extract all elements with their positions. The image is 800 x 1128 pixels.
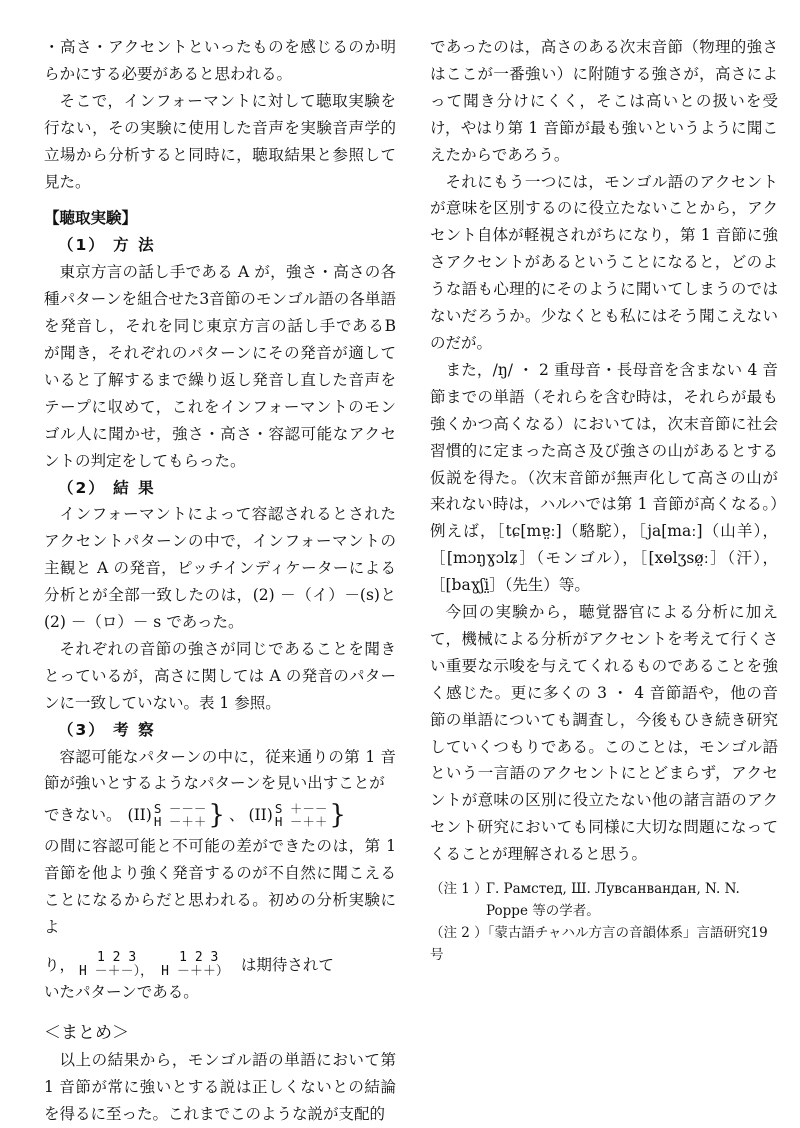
pattern-3-syllable-numbers: 1 2 3 — [97, 950, 137, 965]
pattern-separator: 、 — [228, 805, 245, 824]
footnote-2-label: （注 2 ） — [430, 925, 488, 942]
heading-method: （1） 方 法 — [58, 236, 156, 255]
right-para-hypothesis: また，/ŋ/ ・ 2 重母音・長母音を含まない 4 音節までの単語（それらを含む時は，それらが最も強くかつ高くなる）においては，次末音節に社会習慣的に定まった高さ及び強さの山があるとする仮説を得た。（次末音節が無声化して高さの山が来れない時は，ハルハでは第 1 音節が高くなる。）例えば，［tɕ[mɐ̤ː]（駱駝），［ja[maː]（山羊），［[mɔŋɣɔlʑ］（モンゴル），［[xɵlʒsø̤ː］（汗），［[baɣʃi̤］（先生）等。 — [430, 360, 778, 595]
footnote-1-label: （注 1 ） — [430, 881, 488, 898]
right-para-continuation: であったのは，高さのある次末音節（物理的強さはここが一番強い）に附随する強さが，高さによって聞き分けにくく，そこは高いとの扱いを受け，やはり第 1 音節が最も強いというように聞こえたからであろう。 — [430, 38, 778, 164]
para-discussion-3: いたパターンである。 — [44, 983, 199, 1001]
para-discussion-2: の間に容認可能と不可能の差ができたのは，第 1 音節を他より強く発音するのが不自然に聞こえることになるからだと思われる。初めの分析実験によ — [44, 837, 396, 937]
expected-pattern-line — [44, 941, 396, 979]
footnote-2 — [430, 922, 778, 966]
right-para-conclusion: 今回の実験から，聴覚器官による分析に加えて，機械による分析がアクセントを考えて行くさい重要な示唆を与えてくれるものであることを強く感じた。更に多くの 3 ・ 4 音節語や，他の音節の単語についても調査し，今後もひき続き研究していくつもりである。このことは，モンゴル語という一言語のアクセントにとどまらず，アクセントが意味の区別に役立たない他の諸言語のアクセント研究においても同様に大切な問題になってくることが理解されると思う。 — [430, 603, 778, 864]
para-result-2: それぞれの音節の強さが同じであることを聞きとっているが，高さに関しては A の発音のパターンに一致していない。表 1 参照。 — [44, 639, 396, 712]
footnotes — [430, 878, 778, 966]
pattern-2-height-row: H －＋＋ — [274, 814, 328, 830]
footnote-1 — [430, 878, 778, 922]
expected-line-start: り， — [44, 956, 76, 975]
expected-line-end: は期待されて — [240, 956, 334, 975]
footnote-2-text: 「蒙古語チャハル方言の音韻体系」言語研究19号 — [430, 925, 768, 964]
pattern-2-label: (II) — [248, 805, 273, 824]
pattern-1-height-row: H －＋＋ — [153, 814, 207, 830]
pattern-3 — [79, 951, 153, 979]
heading-listening-experiment: 【聴取実験】 — [44, 209, 138, 228]
right-column — [430, 34, 778, 966]
pattern-1 — [154, 802, 207, 828]
heading-summary: ＜まとめ＞ — [44, 1022, 129, 1043]
left-para-continuation: ・高さ・アクセントといったものを感じるのか明らかにする必要があると思われる。 — [44, 38, 396, 83]
pattern-comparison-line — [44, 797, 396, 833]
left-para-experiment-intro: そこで，インフォーマントに対して聴取実験を行ない，その実験に使用した音声を実験音声学的立場から分析すると同時に，聴取結果と参照して見た。 — [44, 91, 396, 191]
pattern-2-strength-row: S ＋－－ — [274, 801, 328, 817]
footnote-1-text: Г. Рамстед, Ш. Лувсанвандан, N. N. Poppe 等の学者。 — [486, 881, 740, 920]
pattern-4-height-row: H －＋＋） — [161, 964, 229, 979]
right-para-semantic: それにもう一つには，モンゴル語のアクセントが意味を区別するのに役立たないことから，アクセント自体が軽視されがちになり，第 1 音節に強さアクセントがあるということになると，どのような語も心理的にそのように聞いてしまうのではないだろうか。少なくとも私にはそう聞こえないのだが。 — [430, 172, 778, 352]
left-column — [44, 34, 396, 1128]
para-summary: 以上の結果から，モンゴル語の単語において第 1 音節が常に強いとする説は正しくないとの結論を得るに至った。これまでこのような説が支配的 — [44, 1050, 396, 1123]
discussion-line-start: できない。 — [44, 805, 122, 824]
heading-discussion: （3） 考 察 — [58, 720, 156, 739]
pattern-4-syllable-numbers: 1 2 3 — [179, 950, 219, 965]
para-method: 東京方言の話し手である A が，強さ・高さの各種パターンを組合せた3音節のモンゴル語の各単語を発音し，それを同じ東京方言の話し手であるBが聞き，それぞれのパターンにその発音が適していると了解するまで繰り返し発音し直した音声をテープに収めて，これをインフォーマントのモンゴル人に聞かせ，強さ・高さ・容認可能なアクセントの判定をしてもらった。 — [44, 263, 396, 470]
brace-2: } — [329, 800, 346, 831]
para-result-1: インフォーマントによって容認されるとされたアクセントパターンの中で，インフォーマントの主観と A の発音，ピッチインディケーターによる分析とが全部一致したのは，(2) －（イ）－(s)と (2) －（ロ）－ s であった。 — [44, 505, 396, 632]
pattern-2 — [275, 802, 328, 828]
pattern-3-height-row: H －＋－）， — [79, 964, 154, 979]
heading-result: （2） 結 果 — [58, 478, 156, 497]
pattern-1-strength-row: S －－－ — [153, 801, 207, 817]
pattern-1-label: (II) — [127, 805, 152, 824]
brace-1: } — [208, 800, 225, 831]
pattern-4 — [161, 951, 229, 979]
para-discussion-1: 容認可能なパターンの中に，従来通りの第 1 音節が強いとするようなパターンを見い出すことが — [44, 747, 396, 793]
